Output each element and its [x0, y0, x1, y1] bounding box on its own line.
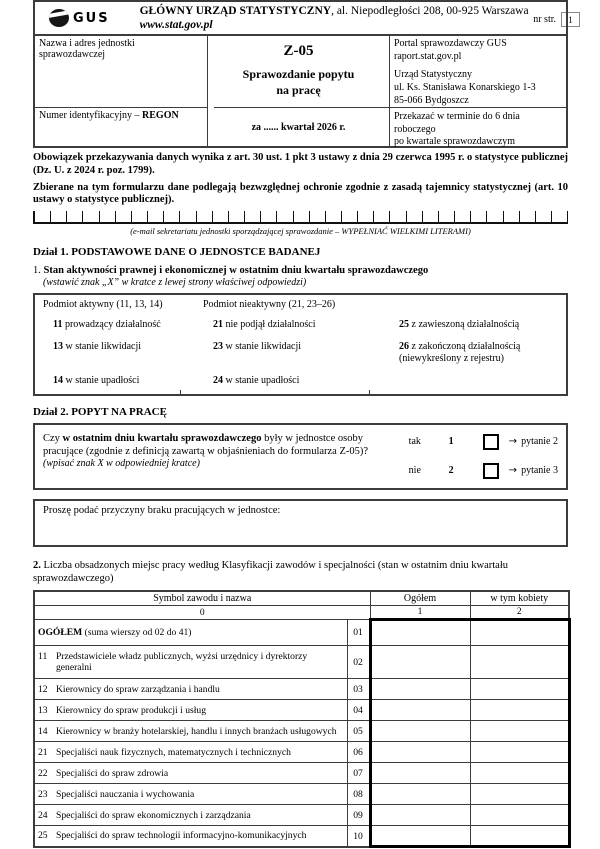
form-header	[33, 0, 568, 36]
col-header-women: w tym kobiety	[470, 591, 569, 606]
row-number: 02	[347, 646, 370, 679]
status-option-23[interactable]: 23 w stanie likwidacji	[213, 340, 302, 352]
email-comb-cell[interactable]	[148, 211, 164, 222]
status-option-25[interactable]: 25 z zawieszoną działalnością	[399, 319, 520, 331]
data-cell-total[interactable]	[370, 646, 470, 679]
org-website: www.stat.gov.pl	[139, 19, 213, 31]
occupations-table	[33, 590, 571, 849]
employment-question-text: Czy w ostatnim dniu kwartału sprawozdawczego były w jednostce osoby pracujące (zgodnie z definicją zawartą w objaśnieniach do formularza Z-05)? (wpisać znak X w odpowiedniej kratce)	[43, 432, 381, 479]
row-number: 06	[347, 742, 370, 763]
email-comb-cell[interactable]	[342, 211, 358, 222]
row-name: 13 Kierownicy do spraw produkcji i usług	[34, 700, 347, 721]
gus-logo-text: GUS	[73, 10, 110, 26]
email-comb-cell[interactable]	[197, 211, 213, 222]
no-employees-reason-field[interactable]	[33, 499, 568, 547]
email-comb-cell[interactable]	[213, 211, 229, 222]
yes-checkbox[interactable]	[483, 434, 499, 450]
no-checkbox[interactable]	[483, 463, 499, 479]
status-option-24[interactable]: 24 w stanie upadłości	[213, 374, 300, 386]
legal-status-table	[33, 293, 568, 396]
page-number-box: 1	[561, 12, 580, 27]
data-cell-total[interactable]	[370, 620, 470, 646]
email-comb-cell[interactable]	[51, 211, 67, 222]
data-cell-women[interactable]	[470, 646, 569, 679]
reporting-unit-name-cell[interactable]: Nazwa i adres jednostki sprawozdawczej	[35, 36, 208, 108]
email-comb-cell[interactable]	[245, 211, 261, 222]
email-comb-cell[interactable]	[358, 211, 374, 222]
email-comb-cell[interactable]	[423, 211, 439, 222]
email-comb-cell[interactable]	[471, 211, 487, 222]
form-title: Sprawozdanie popytu na pracę	[242, 67, 355, 97]
row-name: 11 Przedstawiciele władz publicznych, wyżsi urzędnicy i dyrektorzy generalni	[34, 646, 347, 679]
email-comb-cell[interactable]	[504, 211, 520, 222]
gus-logo	[49, 9, 110, 27]
col-header-symbol: Symbol zawodu i nazwa	[34, 591, 370, 606]
gus-logo-icon	[49, 9, 69, 27]
email-comb-cell[interactable]	[520, 211, 536, 222]
row-name: OGÓŁEM (suma wierszy od 02 do 41)	[34, 620, 347, 646]
portal-url: raport.stat.gov.pl	[394, 51, 462, 62]
row-number: 07	[347, 763, 370, 784]
data-cell-women[interactable]	[470, 784, 569, 805]
table-row	[34, 784, 569, 805]
email-comb-cell[interactable]	[310, 211, 326, 222]
legal-paragraph-2: Zbierane na tym formularzu dane podlegają bezwzględnej ochronie zgodnie z zasadą tajemnicy statystycznej (art. 10 ustawy o statystyce publicznej).	[33, 181, 568, 206]
column-tick	[180, 390, 181, 394]
employment-question-hint: (wpisać znak X w odpowiedniej kratce)	[43, 457, 200, 469]
email-comb-cell[interactable]	[100, 211, 116, 222]
email-comb-cell[interactable]	[536, 211, 552, 222]
section1-title: Dział 1. PODSTAWOWE DANE O JEDNOSTCE BADANEJ	[33, 246, 321, 259]
status-option-13[interactable]: 13 w stanie likwidacji	[53, 340, 142, 352]
arrow-right-icon: →	[508, 465, 518, 477]
data-cell-women[interactable]	[470, 805, 569, 826]
email-comb[interactable]	[33, 211, 568, 224]
office-name: Urząd Statystyczny	[394, 69, 473, 80]
email-comb-cell[interactable]	[552, 211, 568, 222]
email-comb-cell[interactable]	[390, 211, 406, 222]
email-comb-cell[interactable]	[277, 211, 293, 222]
row-name: 12 Kierownicy do spraw zarządzania i handlu	[34, 679, 347, 700]
org-name-line: GŁÓWNY URZĄD STATYSTYCZNY, al. Niepodległości 208, 00-925 Warszawa	[139, 4, 529, 17]
regon-input-cell[interactable]: Numer identyfikacyjny – REGON	[35, 108, 208, 146]
row-number: 09	[347, 805, 370, 826]
active-header: Podmiot aktywny (11, 13, 14)	[43, 299, 163, 311]
row-name: 25 Specjaliści do spraw technologii informacyjno-komunikacyjnych	[34, 826, 347, 847]
status-option-14[interactable]: 14 w stanie upadłości	[53, 374, 140, 386]
question1-text: 1. Stan aktywności prawnej i ekonomicznej w ostatnim dniu kwartału sprawozdawczego	[33, 265, 429, 277]
option-no-code: 2	[448, 465, 454, 477]
goto-question-2: → pytanie 2	[508, 436, 558, 448]
email-comb-caption: (e-mail sekretariatu jednostki sporządzającej sprawozdanie – WYPEŁNIAĆ WIELKIMI LITERAMI)	[130, 226, 471, 237]
data-cell-women[interactable]	[470, 826, 569, 847]
column-tick	[369, 390, 370, 394]
option-yes-label: tak	[408, 436, 421, 448]
table-row	[34, 805, 569, 826]
table-row	[34, 679, 569, 700]
option-yes-code: 1	[448, 436, 454, 448]
row-number: 05	[347, 721, 370, 742]
question2-text: 2. Liczba obsadzonych miejsc pracy według Klasyfikacji zawodów i specjalności (stan w ostatnim dniu kwartału sprawozdawczego)	[33, 559, 508, 585]
row-name: 21 Specjaliści nauk fizycznych, matematycznych i technicznych	[34, 742, 347, 763]
row-name: 14 Kierownicy w branży hotelarskiej, handlu i innych branżach usługowych	[34, 721, 347, 742]
form-code-cell	[208, 36, 390, 108]
data-cell-total[interactable]	[370, 805, 470, 826]
data-cell-total[interactable]	[370, 700, 470, 721]
email-comb-cell[interactable]	[374, 211, 390, 222]
data-cell-women[interactable]	[470, 742, 569, 763]
data-cell-women[interactable]	[470, 679, 569, 700]
col-header-total: Ogółem	[370, 591, 470, 606]
email-comb-cell[interactable]	[116, 211, 132, 222]
deadline-note: Przekazać w terminie do 6 dnia roboczego po kwartale sprawozdawczym	[394, 111, 520, 147]
status-option-26[interactable]: 26 z zakończoną działalnością (niewykreślony z rejestru)	[399, 340, 521, 365]
table-row	[34, 826, 569, 847]
email-comb-cell[interactable]	[180, 211, 196, 222]
row-name: 22 Specjaliści do spraw zdrowia	[34, 763, 347, 784]
data-cell-total[interactable]	[370, 763, 470, 784]
data-cell-total[interactable]	[370, 742, 470, 763]
status-option-21[interactable]: 21 nie podjął działalności	[213, 319, 316, 331]
portal-info-cell	[390, 36, 566, 108]
row-number: 03	[347, 679, 370, 700]
email-comb-cell[interactable]	[326, 211, 342, 222]
data-cell-women[interactable]	[470, 721, 569, 742]
row-name: 23 Specjaliści nauczania i wychowania	[34, 784, 347, 805]
email-comb-cell[interactable]	[294, 211, 310, 222]
email-comb-cell[interactable]	[439, 211, 455, 222]
id-table	[33, 36, 568, 148]
data-cell-total[interactable]	[370, 826, 470, 847]
data-cell-women[interactable]	[470, 763, 569, 784]
status-option-11[interactable]: 11 prowadzący działalność	[53, 319, 161, 331]
data-cell-total[interactable]	[370, 784, 470, 805]
email-comb-cell[interactable]	[164, 211, 180, 222]
row-number: 04	[347, 700, 370, 721]
legal-paragraph-1: Obowiązek przekazywania danych wynika z art. 30 ust. 1 pkt 3 ustawy z dnia 29 czerwca 1995 r. o statystyce publicznej (Dz. U. z 2024 r. poz. 1799).	[33, 152, 568, 176]
email-comb-cell[interactable]	[67, 211, 83, 222]
table-row	[34, 700, 569, 721]
email-comb-cell[interactable]	[407, 211, 423, 222]
page-number-label: nr str.	[533, 13, 556, 25]
employment-question-box	[33, 423, 568, 490]
data-cell-total[interactable]	[370, 679, 470, 700]
section2-title: Dział 2. POPYT NA PRACĘ	[33, 405, 167, 418]
office-street: ul. Ks. Stanisława Konarskiego 1-3	[394, 82, 536, 93]
arrow-right-icon: →	[508, 436, 518, 448]
data-cell-women[interactable]	[470, 620, 569, 646]
row-number: 10	[347, 826, 370, 847]
reasons-label: Proszę podać przyczyny braku pracujących w jednostce:	[43, 504, 281, 516]
table-row	[34, 721, 569, 742]
question1-hint: (wstawić znak „X” w kratce z lewej strony właściwej odpowiedzi)	[43, 277, 307, 289]
goto-question-3: → pytanie 3	[508, 465, 558, 477]
row-number: 01	[347, 620, 370, 646]
row-name: 24 Specjaliści do spraw ekonomicznych i zarządzania	[34, 805, 347, 826]
row-number: 08	[347, 784, 370, 805]
email-comb-cell[interactable]	[487, 211, 503, 222]
option-no-label: nie	[408, 465, 421, 477]
portal-line: Portal sprawozdawczy GUS	[394, 38, 507, 49]
data-cell-total[interactable]	[370, 721, 470, 742]
table-row	[34, 763, 569, 784]
table-row	[34, 742, 569, 763]
email-comb-cell[interactable]	[132, 211, 148, 222]
col-number-0: 0	[34, 606, 370, 620]
col-number-2: 2	[470, 606, 569, 620]
office-city: 85-066 Bydgoszcz	[394, 95, 469, 106]
col-number-1: 1	[370, 606, 470, 620]
form-code: Z-05	[283, 43, 314, 59]
email-comb-cell[interactable]	[229, 211, 245, 222]
report-period-cell[interactable]: za ...... kwartał 2026 r.	[208, 108, 390, 146]
table-row	[34, 646, 569, 679]
email-comb-cell[interactable]	[455, 211, 471, 222]
table-row-total	[34, 620, 569, 646]
email-comb-cell[interactable]	[83, 211, 99, 222]
email-comb-cell[interactable]	[35, 211, 51, 222]
email-comb-cell[interactable]	[261, 211, 277, 222]
data-cell-women[interactable]	[470, 700, 569, 721]
inactive-header: Podmiot nieaktywny (21, 23–26)	[203, 299, 336, 311]
